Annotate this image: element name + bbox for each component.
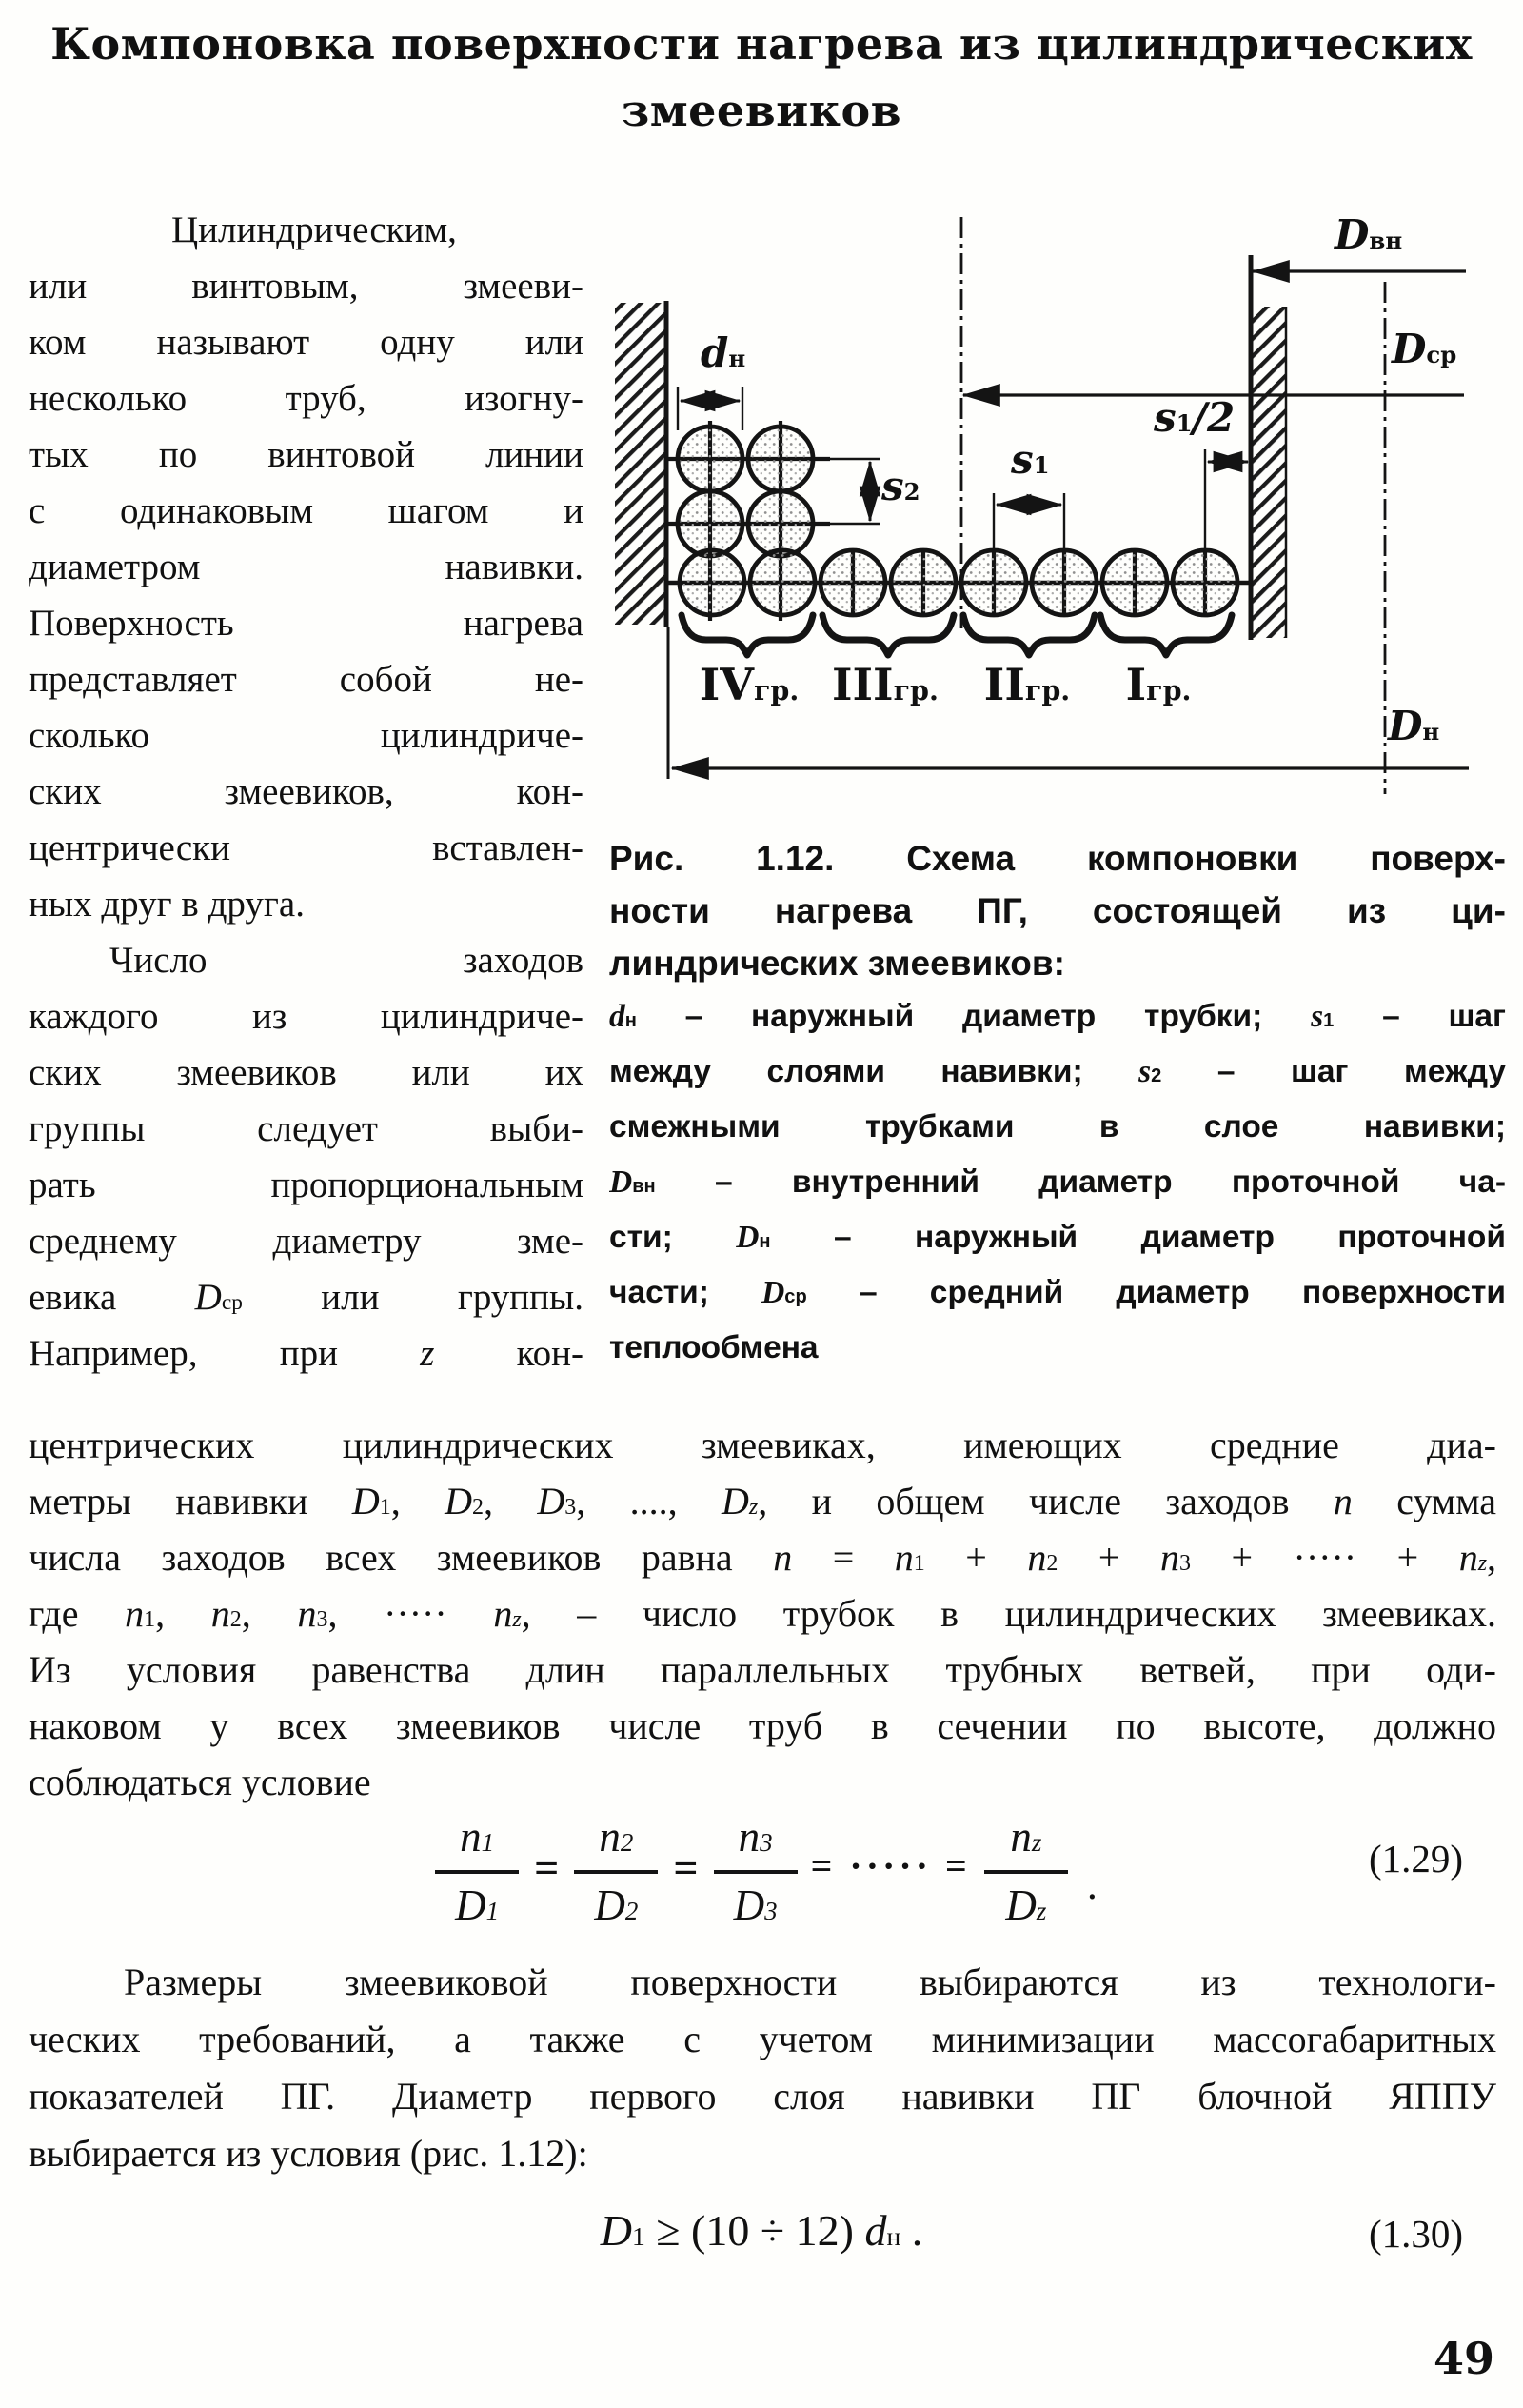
page-title-line-1: Компоновка поверхности нагрева из цилиндрических [50, 18, 1473, 70]
text-line: несколько труб, изогну- [29, 378, 583, 419]
text-line: Из условия равенства длин параллельных трубных ветвей, при оди- [29, 1648, 1496, 1691]
body-text-2 [29, 1954, 1496, 2182]
text-line: ских змеевиков или их [29, 1052, 583, 1093]
label-D-sr: $D_{ср}$ [1392, 326, 1457, 372]
text-line: тых по винтовой линии [29, 434, 583, 475]
fraction [574, 1813, 658, 1929]
right-wall [1251, 255, 1286, 640]
text-line: где $n_1$, $n_2$, $n_3$, ····· $n_z$, – число трубок в цилиндрических змеевиках. [29, 1592, 1496, 1635]
equation-1-29-number: (1.29) [1369, 1837, 1464, 1881]
text-line: рать пропорциональным [29, 1164, 583, 1205]
fraction-numerator: $n_3$ [738, 1813, 773, 1861]
label-group-iv: $IV_{гр.}$ [699, 659, 800, 710]
caption-line: смежными трубками в слое навивки; [609, 1109, 1506, 1144]
label-s2: $s_2$ [881, 463, 920, 509]
label-group-i: $I_{гр.}$ [1125, 659, 1192, 710]
text-line: представляет собой не- [29, 659, 583, 700]
text-line: с одинаковым шагом и [29, 490, 583, 531]
caption-line: $D_{вн}$ – внутренний диаметр проточной ча- [609, 1164, 1506, 1200]
caption-line: между слоями навивки; $s_2$ – шаг между [609, 1054, 1506, 1089]
left-wall [615, 301, 668, 779]
fraction [714, 1813, 798, 1929]
text-line: евика $D_{ср}$ или группы. [29, 1277, 583, 1318]
equation-1-29 [0, 1813, 1523, 1929]
body-text [29, 1417, 1496, 1810]
figure-1-12 [609, 133, 1513, 843]
text-line: показателей ПГ. Диаметр первого слоя навивки ПГ блочной ЯППУ [29, 2075, 1496, 2118]
text-line: каждого из цилиндриче- [29, 996, 583, 1037]
fraction-denominator: $D_3$ [733, 1881, 778, 1929]
caption-line: ности нагрева ПГ, состоящей из ци- [609, 891, 1506, 930]
figure-caption [609, 832, 1506, 1376]
fraction-denominator: $D_z$ [1005, 1881, 1047, 1929]
text-line: Размеры змеевиковой поверхности выбираются из технологи- [124, 1960, 1496, 2003]
text-line: центрических цилиндрических змеевиках, имеющих средние диа- [29, 1423, 1496, 1466]
label-D-n: $D_н$ [1388, 703, 1440, 749]
caption-line: $d_н$ – наружный диаметр трубки; $s_1$ – шаг [609, 999, 1506, 1034]
text-line: сколько цилиндриче- [29, 715, 583, 756]
text-line: Число заходов [109, 940, 583, 981]
caption-line: сти; $D_н$ – наружный диаметр проточной [609, 1220, 1506, 1255]
text-line: ных друг в друга. [29, 884, 305, 925]
fraction-numerator: $n_2$ [599, 1813, 634, 1861]
label-d-n: $d_н$ [701, 329, 746, 376]
caption-line: части; $D_{ср}$ – средний диаметр поверхности [609, 1275, 1506, 1310]
text-line: ческих требований, а также с учетом минимизации массогабаритных [29, 2018, 1496, 2060]
text-line: метры навивки $D_1$, $D_2$, $D_3$, ...., $D_z$, и общем числе заходов n сумма [29, 1480, 1496, 1522]
caption-line: теплообмена [609, 1330, 819, 1365]
equals-sign: = [534, 1842, 560, 1892]
label-D-vn: $D_{вн}$ [1335, 211, 1403, 258]
label-s1: $s_1$ [1011, 436, 1050, 483]
left-text-column [29, 202, 583, 1382]
fraction-denominator: $D_1$ [455, 1881, 500, 1929]
text-line: числа заходов всех змеевиков равна $n = n_1 + n_2 + n_3$ + ····· + $n_z$, [29, 1536, 1496, 1579]
ellipsis-dots: = ····· = [810, 1843, 971, 1887]
group-braces [682, 615, 1232, 655]
equation-1-30-number: (1.30) [1369, 2212, 1464, 2256]
label-group-iii: $III_{гр.}$ [832, 659, 939, 710]
caption-line: линдрических змеевиков: [609, 944, 1065, 983]
fraction-numerator: $n_z$ [1010, 1813, 1042, 1861]
label-s1-2: $s_1/2$ [1154, 394, 1236, 441]
text-line: ком называют одну или [29, 322, 583, 363]
text-line: наковом у всех змеевиков числе труб в сечении по высоте, должно [29, 1704, 1496, 1747]
page-number: 49 [1434, 2333, 1495, 2384]
text-line: выбирается из условия (рис. 1.12): [29, 2132, 588, 2175]
period: . [1086, 1861, 1098, 1908]
text-line: соблюдаться условие [29, 1761, 371, 1803]
fraction-numerator: $n_1$ [460, 1813, 495, 1861]
text-line: Цилиндрическим, [171, 209, 457, 250]
text-line: или винтовым, змееви- [29, 266, 583, 307]
fraction [984, 1813, 1068, 1929]
fraction [435, 1813, 519, 1929]
label-group-ii: $II_{гр.}$ [983, 659, 1071, 710]
equation-1-30-body: $D_1 \ge (10 \div 12)$ $d_н$ . [600, 2206, 923, 2255]
text-line: центрически вставлен- [29, 827, 583, 868]
page-title-line-2: змеевиков [621, 85, 902, 136]
caption-line: Рис. 1.12. Схема компоновки поверх- [609, 839, 1506, 878]
text-line: Поверхность нагрева [29, 603, 583, 644]
text-line: группы следует выби- [29, 1108, 583, 1149]
fraction-denominator: $D_2$ [594, 1881, 639, 1929]
tube-bundle [678, 427, 1237, 615]
text-line: среднему диаметру зме- [29, 1221, 583, 1262]
text-line: Например, при z кон- [29, 1333, 583, 1374]
text-line: диаметром навивки. [29, 547, 583, 587]
equation-1-30 [0, 2205, 1523, 2256]
text-line: ских змеевиков, кон- [29, 771, 583, 812]
equals-sign: = [673, 1842, 699, 1892]
